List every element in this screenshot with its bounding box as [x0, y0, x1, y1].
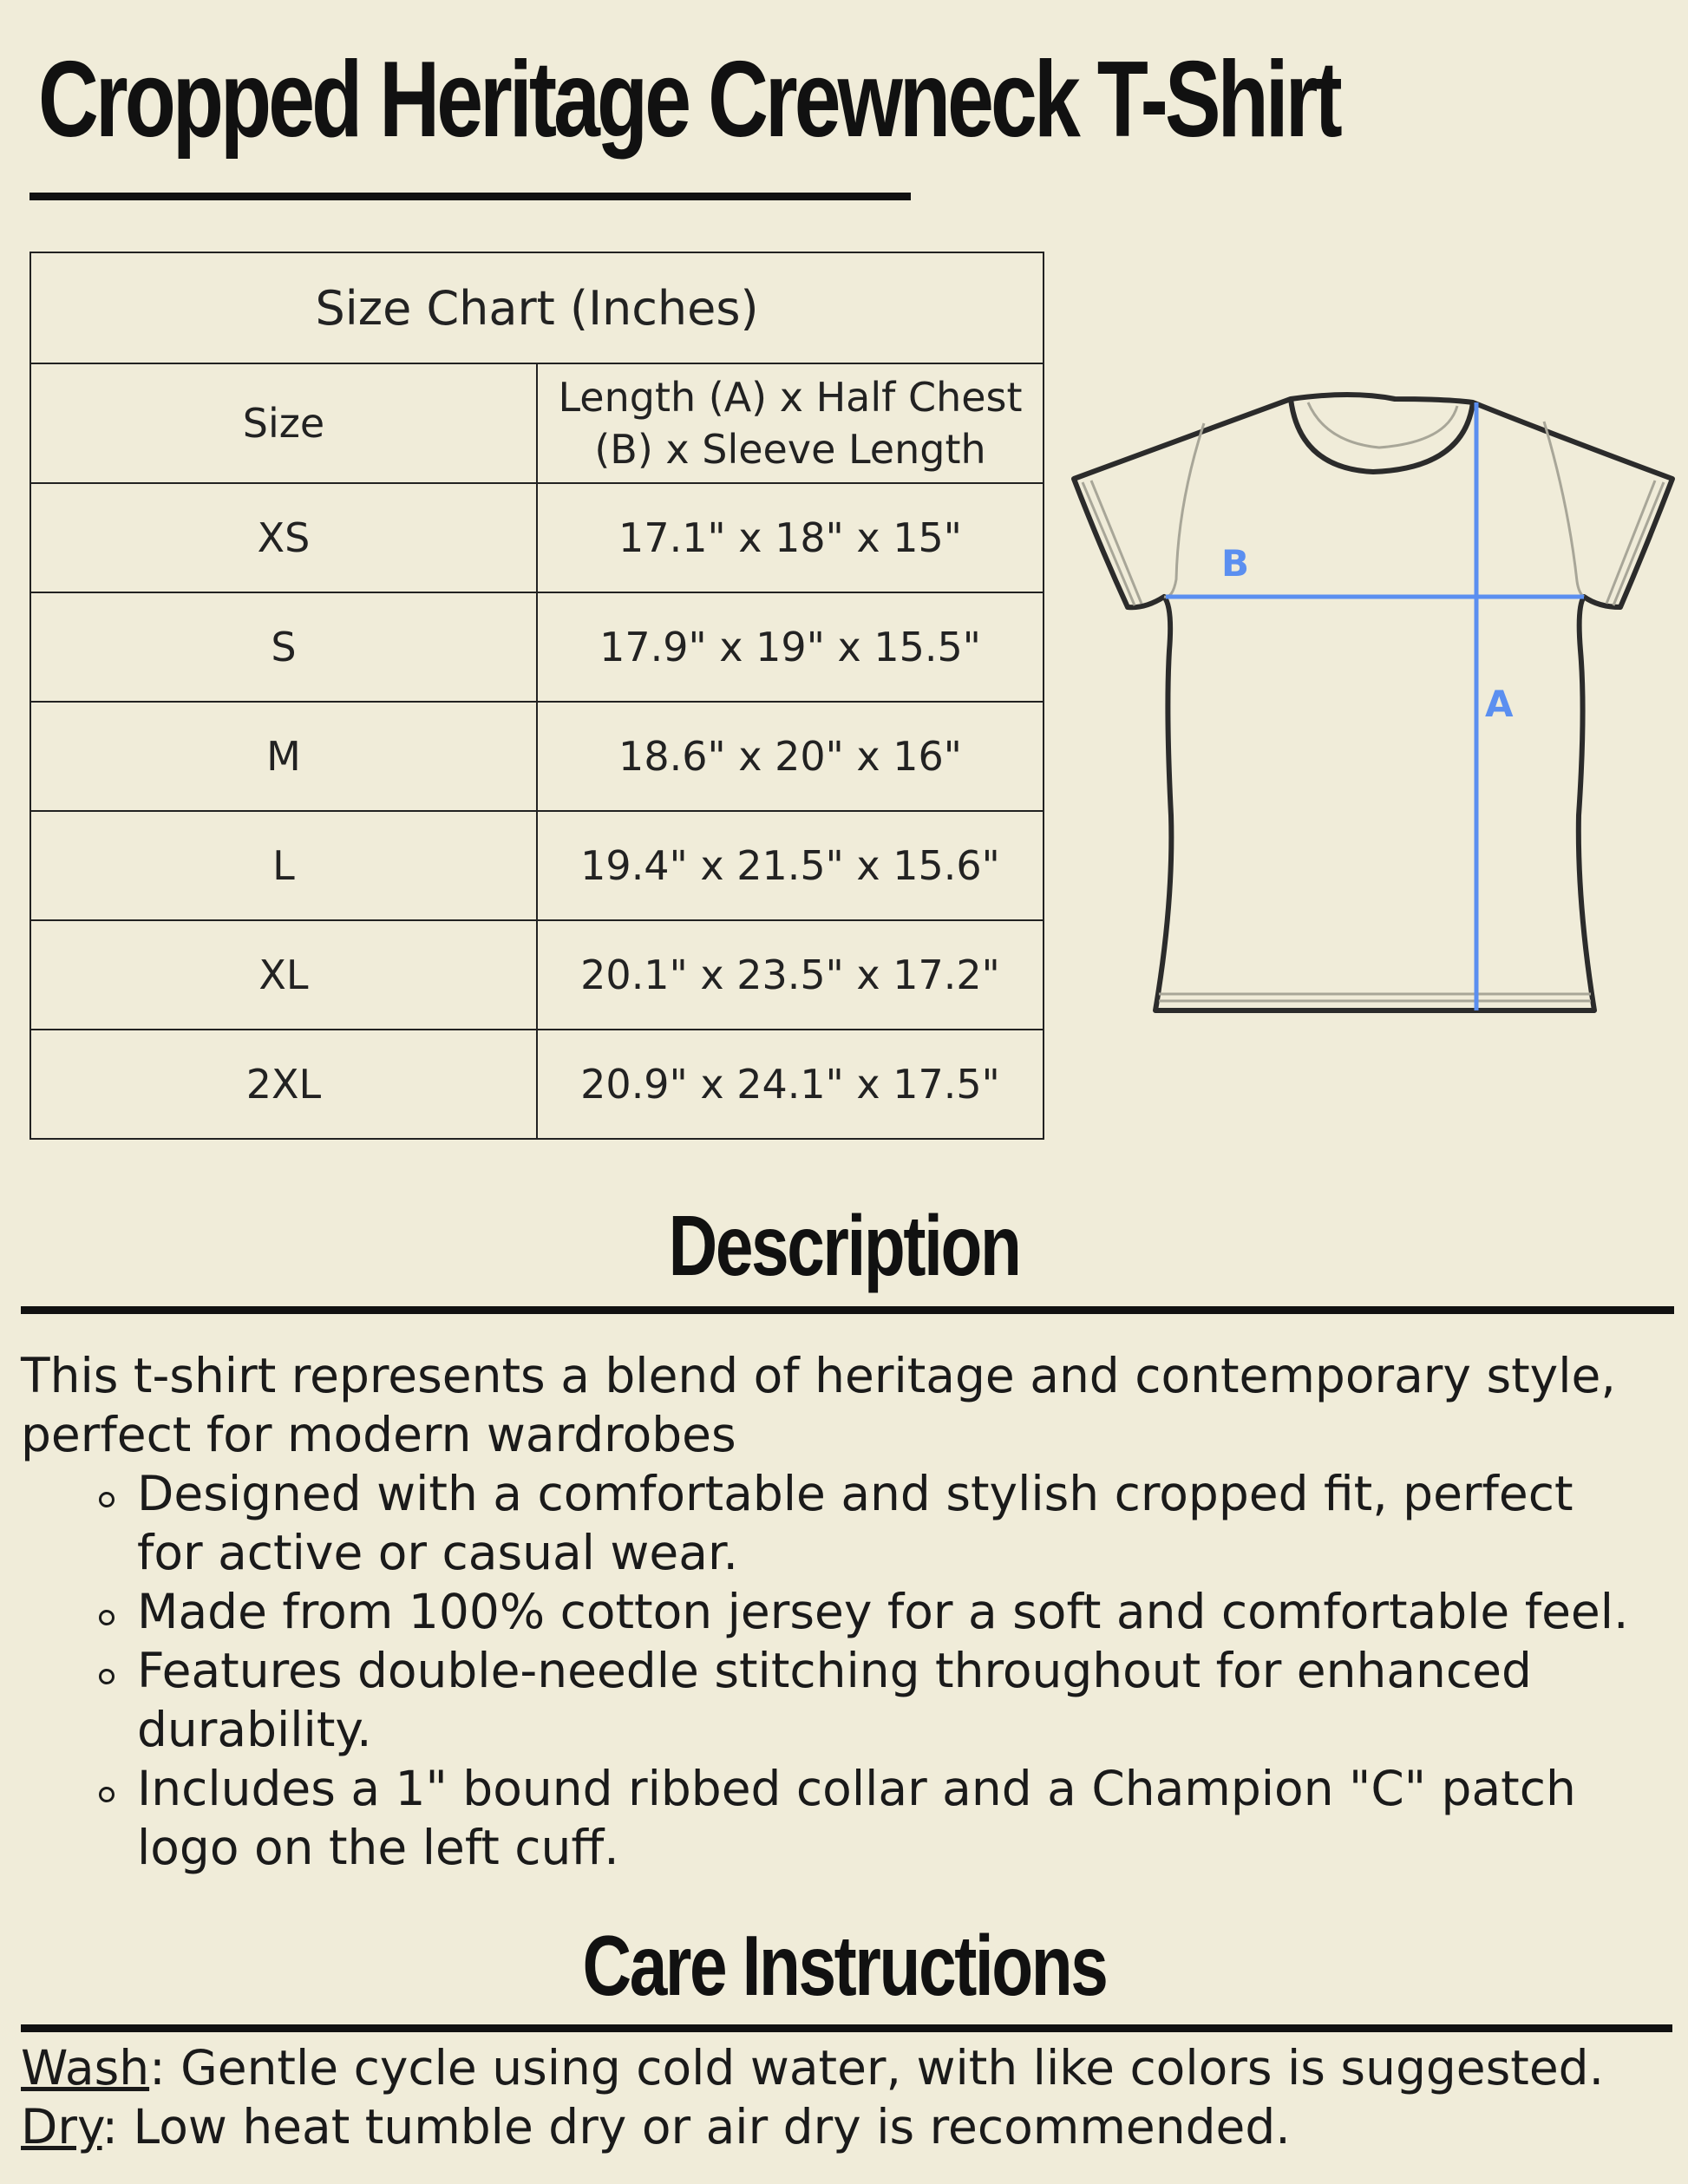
measurements-cell: 17.9" x 19" x 15.5" [537, 592, 1044, 702]
page-title: Cropped Heritage Crewneck T-Shirt [38, 40, 1339, 160]
list-item: Designed with a comfortable and stylish cropped fit, perfect for active or casual wear. [21, 1464, 1652, 1582]
table-header-row [30, 363, 1044, 483]
size-cell: XS [30, 483, 537, 592]
description-intro: This t-shirt represents a blend of heritage and contemporary style, perfect for modern wardrobes [21, 1348, 1616, 1462]
size-cell: S [30, 592, 537, 702]
size-cell: L [30, 811, 537, 920]
description-heading [0, 1197, 1688, 1295]
table-row [30, 811, 1044, 920]
measurements-cell: 20.9" x 24.1" x 17.5" [537, 1030, 1044, 1139]
description-heading-text: Description [668, 1198, 1020, 1293]
table-row [30, 920, 1044, 1030]
measurements-cell: 20.1" x 23.5" x 17.2" [537, 920, 1044, 1030]
table-row [30, 702, 1044, 811]
measurements-cell: 19.4" x 21.5" x 15.6" [537, 811, 1044, 920]
care-label-wash: Wash [21, 2040, 150, 2096]
care-instructions [21, 2038, 1652, 2156]
measurements-cell: 18.6" x 20" x 16" [537, 702, 1044, 811]
size-chart-caption: Size Chart (Inches) [30, 252, 1044, 363]
feature-list [21, 1464, 1652, 1877]
tshirt-measurement-diagram [1065, 364, 1686, 1041]
size-chart-table [29, 252, 1044, 1140]
column-header-size: Size [30, 363, 537, 483]
size-cell: 2XL [30, 1030, 537, 1139]
care-divider [21, 2024, 1672, 2032]
care-item-wash [21, 2038, 1652, 2097]
column-header-measurements: Length (A) x Half Chest (B) x Sleeve Length [537, 363, 1044, 483]
size-cell: XL [30, 920, 537, 1030]
description-body [21, 1346, 1652, 1877]
list-item: Made from 100% cotton jersey for a soft and comfortable feel. [21, 1582, 1652, 1641]
tshirt-outline [1074, 395, 1672, 1010]
table-row [30, 1030, 1044, 1139]
care-heading-text: Care Instructions [582, 1918, 1106, 2013]
table-row [30, 483, 1044, 592]
care-text-wash: : Gentle cycle using cold water, with like colors is suggested. [149, 2040, 1605, 2096]
label-a: A [1485, 683, 1514, 725]
list-item: Features double-needle stitching throughout for enhanced durability. [21, 1641, 1652, 1759]
title-underline [29, 193, 911, 200]
list-item: Includes a 1" bound ribbed collar and a Champion "C" patch logo on the left cuff. [21, 1759, 1652, 1877]
care-item-dry [21, 2097, 1652, 2156]
measurements-cell: 17.1" x 18" x 15" [537, 483, 1044, 592]
table-caption-row [30, 252, 1044, 363]
label-b: B [1221, 542, 1250, 585]
care-heading [0, 1917, 1688, 2015]
description-divider [21, 1306, 1674, 1314]
table-row [30, 592, 1044, 702]
care-label-dry: Dry [21, 2099, 102, 2155]
size-cell: M [30, 702, 537, 811]
care-text-dry: : Low heat tumble dry or air dry is recommended. [101, 2099, 1291, 2155]
